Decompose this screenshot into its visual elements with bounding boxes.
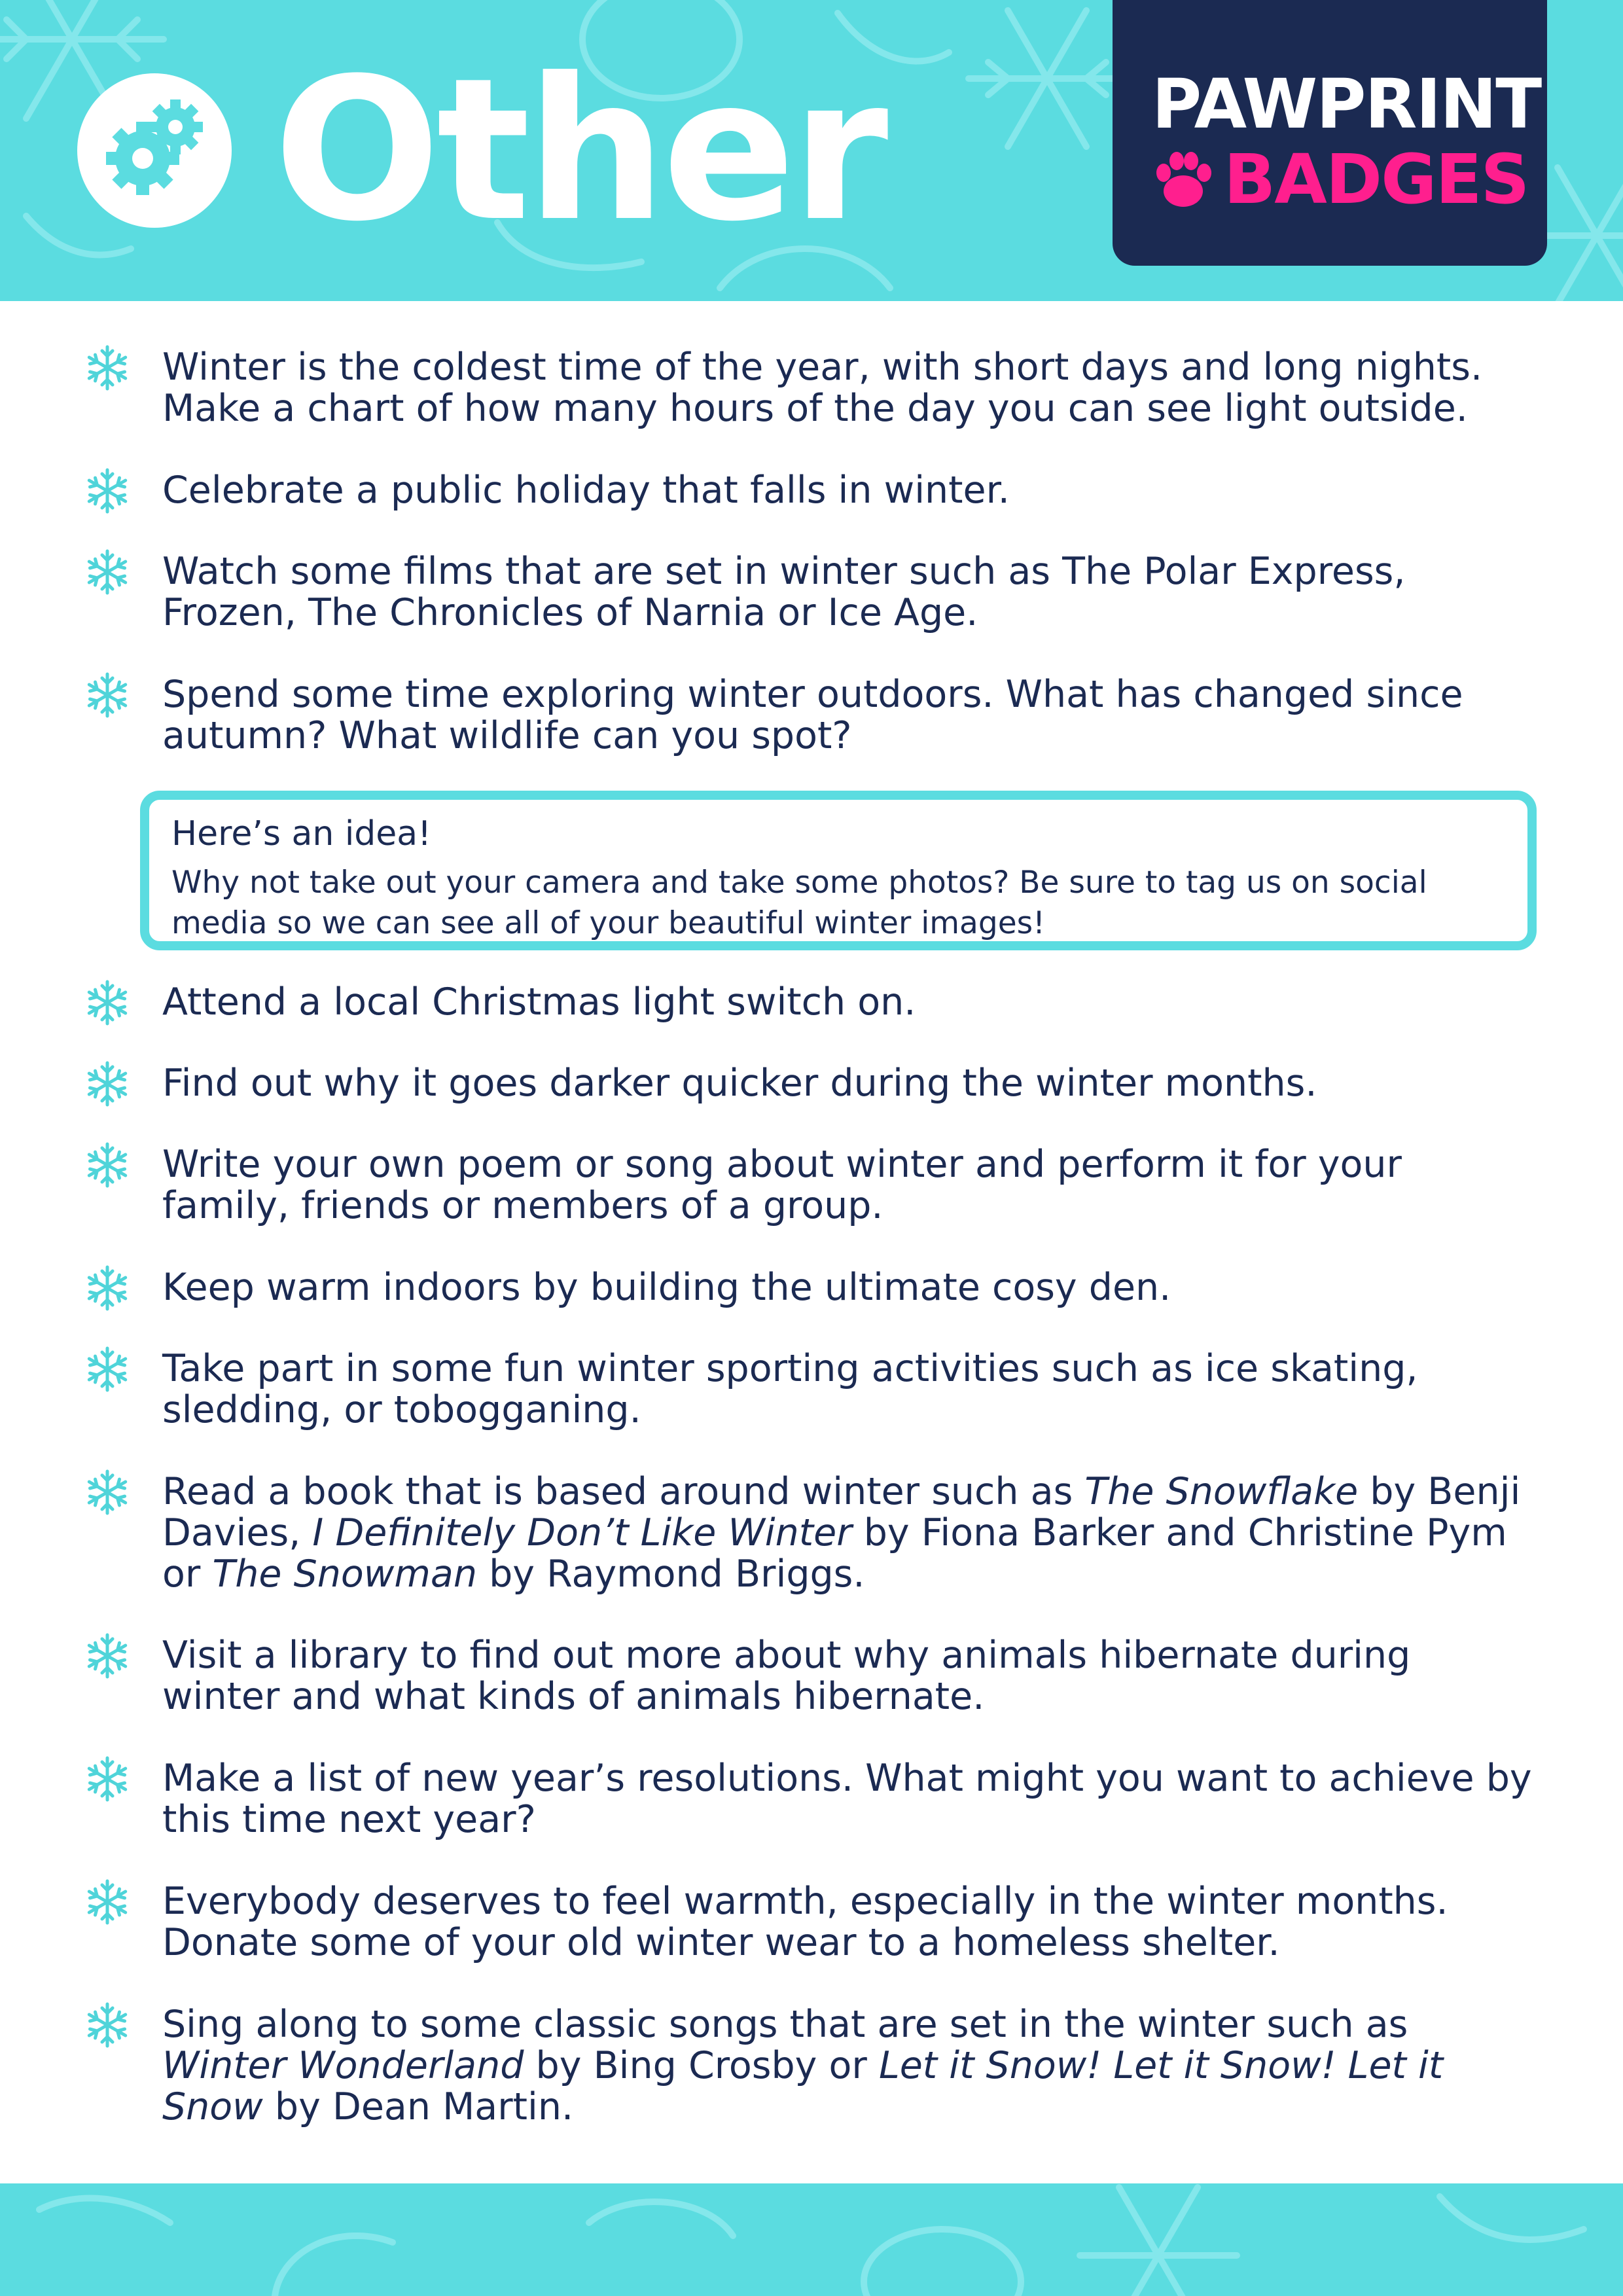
snowflake-bullet-icon	[82, 978, 132, 1030]
snowflake-bullet-icon	[82, 1059, 132, 1111]
list-item: Take part in some fun winter sporting activities such as ice skating, sledding, or tobogganing.	[162, 1347, 1418, 1431]
logo-bottom-row	[1150, 139, 1529, 220]
header-banner	[0, 0, 1623, 301]
pawprint-badges-logo	[1113, 0, 1547, 266]
list-item: Make a list of new year’s resolutions. What might you want to achieve by this time next year?	[162, 1757, 1532, 1841]
list-item-text: by Benji Davies,	[162, 1470, 1521, 1554]
list-item: Visit a library to find out more about why animals hibernate during winter and what kinds of animals hibernate.	[162, 1634, 1411, 1718]
paw-icon	[1150, 147, 1216, 212]
snowflake-bullet-icon	[82, 1263, 132, 1316]
list-item: Write your own poem or song about winter and perform it for your family, friends or members of a group.	[162, 1143, 1402, 1227]
list-item: Winter is the coldest time of the year, with short days and long nights. Make a chart of how many hours of the day you can see light outside.	[162, 346, 1483, 430]
snowflake-bullet-icon	[82, 343, 132, 395]
idea-text: Why not take out your camera and take some photos? Be sure to tag us on social media so we can see all of your beautiful winter images!	[171, 865, 1427, 941]
title-italic-text: Winter Wonderland	[162, 2044, 524, 2087]
snowflake-bullet-icon	[82, 1140, 132, 1193]
list-item-text: by Dean Martin.	[262, 2085, 574, 2128]
snowflake-pattern-decoration	[0, 2183, 1623, 2296]
list-item: Celebrate a public holiday that falls in winter.	[162, 469, 1010, 512]
snowflake-bullet-icon	[82, 2000, 132, 2053]
list-item: Keep warm indoors by building the ultimate cosy den.	[162, 1266, 1171, 1309]
list-item-text: Sing along to some classic songs that are set in the winter such as	[162, 2003, 1408, 2046]
snowflake-bullet-icon	[82, 1754, 132, 1806]
list-item	[162, 1471, 1537, 1595]
snowflake-bullet-icon	[82, 670, 132, 723]
idea-title: Here’s an idea!	[171, 814, 431, 853]
title-italic-text: I Definitely Don’t Like Winter	[312, 1511, 852, 1554]
footer-banner	[0, 2183, 1623, 2296]
list-item: Watch some films that are set in winter such as The Polar Express, Frozen, The Chronicles of Narnia or Ice Age.	[162, 550, 1406, 634]
list-item-text: by Raymond Briggs.	[476, 1552, 865, 1596]
logo-text-badges: BADGES	[1224, 139, 1529, 219]
list-item: Spend some time exploring winter outdoors. What has changed since autumn? What wildlife can you spot?	[162, 673, 1463, 757]
cogs-badge	[77, 73, 232, 228]
snowflake-bullet-icon	[82, 466, 132, 518]
page-title: Other	[274, 36, 885, 264]
title-italic-text: Let it Snow! Let it Snow! Let it Snow	[162, 2044, 1444, 2128]
list-item-text: by Bing Crosby or	[524, 2044, 879, 2087]
list-item-text: Read a book that is based around winter such as	[162, 1470, 1085, 1513]
logo-text-pawprint: PAWPRINT	[1152, 64, 1541, 144]
cogs-icon	[77, 73, 232, 228]
list-item	[162, 2004, 1537, 2128]
list-item: Attend a local Christmas light switch on.	[162, 980, 916, 1024]
snowflake-bullet-icon	[82, 1344, 132, 1397]
title-italic-text: The Snowflake	[1084, 1470, 1359, 1513]
snowflake-bullet-icon	[82, 1467, 132, 1520]
title-italic-text: The Snowman	[212, 1552, 477, 1596]
snowflake-bullet-icon	[82, 1631, 132, 1683]
idea-callout	[140, 791, 1537, 950]
snowflake-bullet-icon	[82, 1877, 132, 1929]
list-item: Find out why it goes darker quicker during the winter months.	[162, 1062, 1317, 1105]
snowflake-bullet-icon	[82, 547, 132, 600]
list-item: Everybody deserves to feel warmth, especially in the winter months. Donate some of your old winter wear to a homeless shelter.	[162, 1880, 1448, 1964]
list-item-text: by Fiona Barker and Christine Pym or	[162, 1511, 1507, 1596]
